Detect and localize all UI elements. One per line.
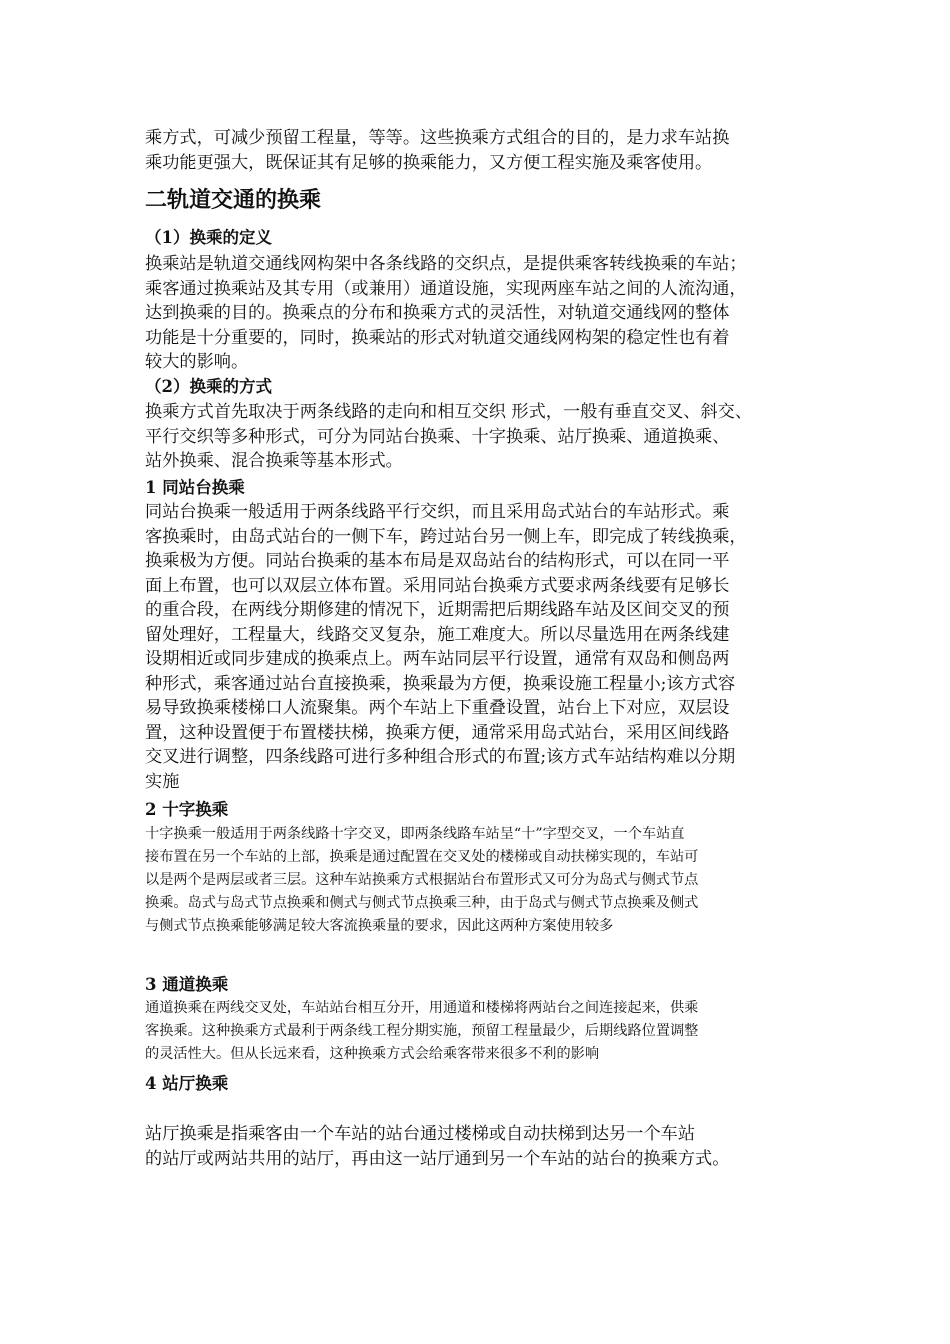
same-platform-paragraph xyxy=(145,500,815,794)
section-title: 二轨道交通的换乘 xyxy=(145,187,322,213)
cross-paragraph xyxy=(145,823,815,938)
definition-heading: （1）换乘的定义 xyxy=(145,228,272,247)
text-line: 的站厅或两站共用的站厅，再由这一站厅通到另一个车站的站台的换乘方式。 xyxy=(145,1148,730,1169)
text-line: 同站台换乘一般适用于两条线路平行交织，而且采用岛式站台的车站形式。乘 xyxy=(145,502,730,522)
text-line: 交叉进行调整，四条线路可进行多种组合形式的布置;该方式车站结构难以分期 xyxy=(145,747,736,767)
text-line: 换乘站是轨道交通线网构架中各条线路的交织点，是提供乘客转线换乘的车站； xyxy=(145,254,747,274)
text-line: 易导致换乘楼梯口人流聚集。两个车站上下重叠设置，站台上下对应，双层设 xyxy=(145,698,730,718)
passage-heading: 3 通道换乘 xyxy=(145,975,229,994)
text-line: 实施 xyxy=(145,771,180,792)
text-line: 站厅换乘是指乘客由一个车站的站台通过楼梯或自动扶梯到达另一个车站 xyxy=(145,1124,696,1144)
text-line: 平行交织等多种形式，可分为同站台换乘、十字换乘、站厅换乘、通道换乘、 xyxy=(145,426,730,447)
text-line: 较大的影响。 xyxy=(145,352,249,372)
text-line: 面上布置，也可以双层立体布置。采用同站台换乘方式要求两条线要有足够长 xyxy=(145,575,730,596)
text-line: 乘方式，可减少预留工程量，等等。这些换乘方式组合的目的，是力求车站换 xyxy=(145,128,730,148)
passage-paragraph xyxy=(145,997,815,1066)
cross-heading: 2 十字换乘 xyxy=(145,800,229,819)
same-platform-heading: 1 同站台换乘 xyxy=(145,478,245,497)
text-line: 十字换乘一般适用于两条线路十字交叉，即两条线路车站呈“十”字型交叉，一个车站直 xyxy=(145,826,685,842)
text-line: 乘客通过换乘站及其专用（或兼用）通道设施，实现两座车站之间的人流沟通， xyxy=(145,278,747,299)
text-line: 达到换乘的目的。换乘点的分布和换乘方式的灵活性，对轨道交通线网的整体 xyxy=(145,303,730,323)
text-line: 站外换乘、混合换乘等基本形式。 xyxy=(145,451,403,471)
text-line: 客换乘。这种换乘方式最利于两条线工程分期实施，预留工程量最少，后期线路位置调整 xyxy=(145,1023,699,1039)
text-line: 以是两个是两层或者三层。这种车站换乘方式根据站台布置形式又可分为岛式与侧式节点 xyxy=(145,872,699,888)
methods-paragraph xyxy=(145,400,815,474)
text-line: 置，这种设置便于布置楼扶梯，换乘方便，通常采用岛式站台，采用区间线路 xyxy=(145,722,730,743)
definition-paragraph xyxy=(145,252,815,375)
methods-heading: （2）换乘的方式 xyxy=(145,377,272,396)
text-line: 换乘极为方便。同站台换乘的基本布局是双岛站台的结构形式，可以在同一平 xyxy=(145,551,730,571)
text-line: 通道换乘在两线交叉处，车站站台相互分开，用通道和楼梯将两站台之间连接起来，供乘 xyxy=(145,1000,699,1016)
text-line: 接布置在另一个车站的上部，换乘是通过配置在交叉处的楼梯或自动扶梯实现的，车站可 xyxy=(145,849,699,865)
text-line: 的灵活性大。但从长远来看，这种换乘方式会给乘客带来很多不利的影响 xyxy=(145,1046,600,1062)
text-line: 留处理好，工程量大，线路交叉复杂，施工难度大。所以尽量选用在两条线建 xyxy=(145,624,730,645)
intro-paragraph xyxy=(145,126,815,175)
text-line: 换乘方式首先取决于两条线路的走向和相互交织 形式，一般有垂直交叉、斜交、 xyxy=(145,402,753,422)
hall-heading: 4 站厅换乘 xyxy=(145,1074,229,1093)
text-line: 乘功能更强大，既保证其有足够的换乘能力，又方便工程实施及乘客使用。 xyxy=(145,152,713,173)
text-line: 换乘。岛式与岛式节点换乘和侧式与侧式节点换乘三种，由于岛式与侧式节点换乘及侧式 xyxy=(145,895,699,911)
hall-paragraph xyxy=(145,1122,815,1171)
text-line: 客换乘时，由岛式站台的一侧下车，跨过站台另一侧上车，即完成了转线换乘， xyxy=(145,526,747,547)
text-line: 设期相近或同步建成的换乘点上。两车站同层平行设置，通常有双岛和侧岛两 xyxy=(145,649,730,669)
text-line: 与侧式节点换乘能够满足较大客流换乘量的要求，因此这两种方案使用较多 xyxy=(145,918,614,934)
text-line: 功能是十分重要的，同时，换乘站的形式对轨道交通线网构架的稳定性也有着 xyxy=(145,327,730,348)
text-line: 的重合段，在两线分期修建的情况下，近期需把后期线路车站及区间交叉的预 xyxy=(145,600,730,620)
text-line: 种形式，乘客通过站台直接换乘，换乘最为方便，换乘设施工程量小;该方式容 xyxy=(145,673,736,694)
